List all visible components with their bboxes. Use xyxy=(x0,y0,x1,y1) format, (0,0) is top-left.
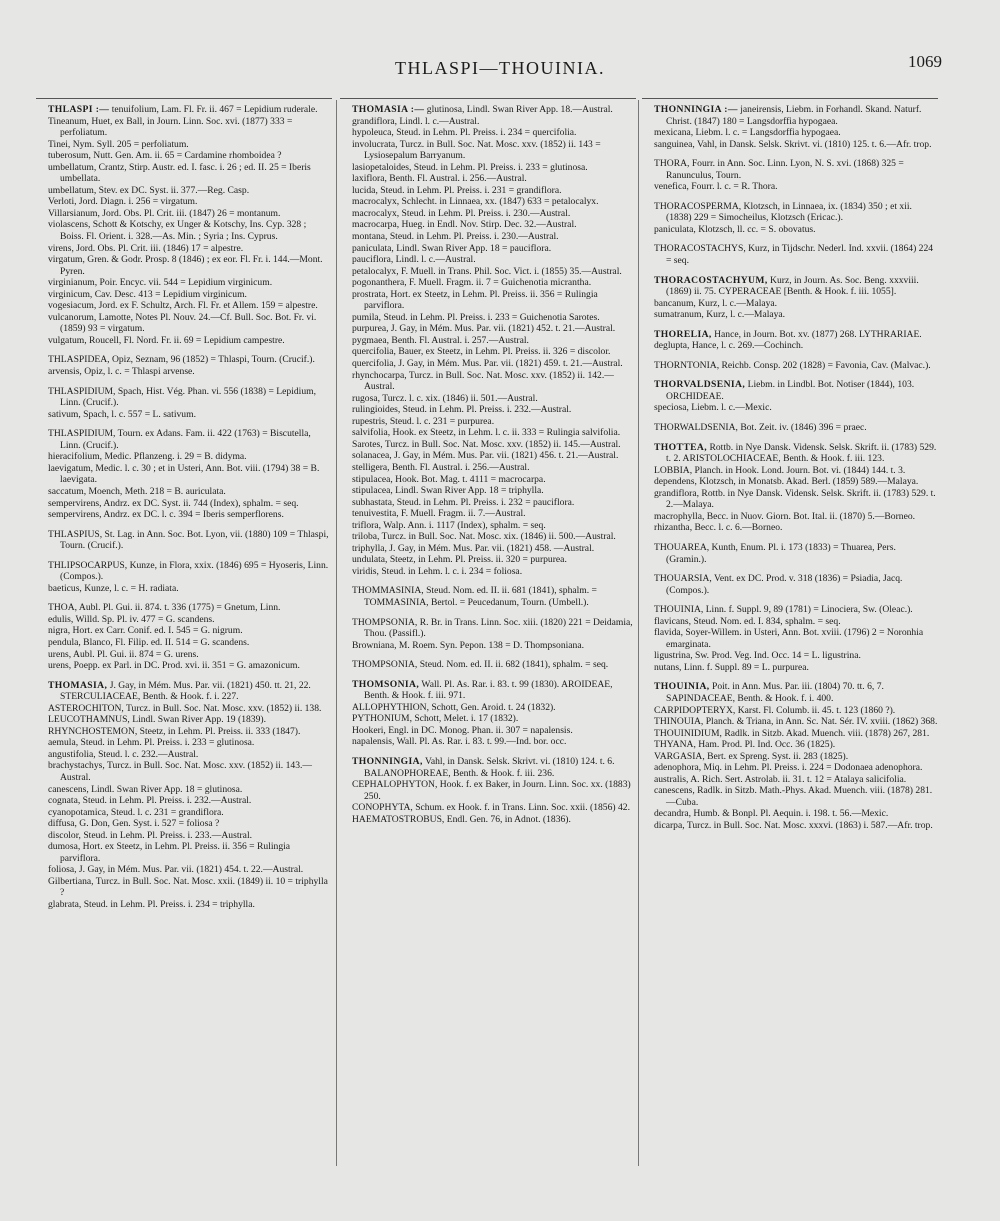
entry-line xyxy=(654,329,938,341)
entry-line: hieracifolium, Medic. Pflanzeng. i. 29 = B. didyma. xyxy=(48,451,247,463)
dictionary-entry xyxy=(340,679,636,748)
entry-line: virgatum, Gren. & Godr. Prosp. 8 (1846) ; ex eor. Fl. Fr. i. 144.—Mont. Pyren. xyxy=(48,254,323,277)
entry-heading: THORVALDSENIA, xyxy=(654,379,746,391)
entry-line: pumila, Steud. in Lehm. Pl. Preiss. i. 233 = Guichenotia Sarotes. xyxy=(352,311,600,323)
entry-line: grandiflora, Rottb. in Nye Dansk. Vidensk. Selsk. Skrift. ii. (1783) 529. t. 2.—Malaya. xyxy=(654,487,936,511)
entry-line: LEUCOTHAMNUS, Lindl. Swan River App. 19 (1839). xyxy=(48,714,266,726)
entry-line: HAEMATOSTROBUS, Endl. Gen. 76, in Adnot. (1836). xyxy=(352,813,571,825)
running-head: THLASPI—THOUINIA. xyxy=(395,58,605,78)
entry-line: pogonanthera, F. Muell. Fragm. ii. 7 = Guichenotia micrantha. xyxy=(352,277,592,289)
entry-text: Rottb. in Nye Dansk. Vidensk. Selsk. Skrift. ii. (1783) 529. t. 2. ARISTOLOCHIACEAE, Benth. & Hook. f. iii. 123. xyxy=(666,441,937,465)
entry-line: napalensis, Wall. Pl. As. Rar. i. 83. t. 99.—Ind. bor. occ. xyxy=(352,736,567,748)
text-column-3 xyxy=(642,104,938,840)
entry-line: vogesiacum, Jord. ex F. Schultz, Arch. Fl. Fr. et Allem. 159 = alpestre. xyxy=(48,300,318,312)
dictionary-entry xyxy=(642,681,938,831)
entry-line: PYTHONIUM, Schott, Melet. i. 17 (1832). xyxy=(352,713,519,725)
entry-line: viridis, Steud. in Lehm. l. c. i. 234 = foliosa. xyxy=(352,565,523,577)
entry-line: undulata, Steetz, in Lehm. Pl. Preiss. ii. 320 = purpurea. xyxy=(352,554,567,566)
dictionary-entry xyxy=(642,542,938,565)
entry-heading: THORACOSTACHYUM, xyxy=(654,274,768,286)
column-divider-2 xyxy=(638,100,639,1166)
entry-line: laevigatum, Medic. l. c. 30 ; et in Usteri, Ann. Bot. viii. (1794) 38 = B. laevigata. xyxy=(48,462,320,486)
entry-line: sativum, Spach, l. c. 557 = L. sativum. xyxy=(48,408,196,420)
entry-line: LOBBIA, Planch. in Hook. Lond. Journ. Bot. vi. (1844) 144. t. 3. xyxy=(654,464,906,476)
entry-line: venefica, Fourr. l. c. = R. Thora. xyxy=(654,181,778,193)
entry-line: speciosa, Liebm. l. c.—Mexic. xyxy=(654,402,772,414)
entry-line: triphylla, J. Gay, in Mém. Mus. Par. vii. (1821) 458. —Austral. xyxy=(352,542,595,554)
entry-line: macrocalyx, Steud. in Lehm. Pl. Preiss. i. 230.—Austral. xyxy=(352,207,571,219)
column-2-top-rule xyxy=(340,98,636,99)
entry-line: THOUINIDIUM, Radlk. in Sitzb. Akad. Muench. viii. (1878) 267, 281. xyxy=(654,727,930,739)
entry-line: sumatranum, Kurz, l. c.—Malaya. xyxy=(654,309,786,321)
entry-text: Kurz, in Journ. As. Soc. Beng. xxxviii. (1869) ii. 75. CYPERACEAE [Benth. & Hook. f. iii. 1055]. xyxy=(666,274,919,298)
entry-line: umbellatum, Stev. ex DC. Syst. ii. 377.—Reg. Casp. xyxy=(48,184,250,196)
entry-line: CEPHALOPHYTON, Hook. f. ex Baker, in Journ. Linn. Soc. xx. (1883) 250. xyxy=(352,779,631,802)
entry-text: J. Gay, in Mém. Mus. Par. vii. (1821) 450. tt. 21, 22. STERCULIACEAE, Benth. & Hook. f. i. 227. xyxy=(60,679,311,703)
entry-line: diffusa, G. Don, Gen. Syst. i. 527 = foliosa ? xyxy=(48,818,220,830)
column-divider-1 xyxy=(336,100,337,1166)
entry-line: THORWALDSENIA, Bot. Zeit. iv. (1846) 396 = praec. xyxy=(654,422,867,434)
entry-line: adenophora, Miq. in Lehm. Pl. Preiss. i. 224 = Dodonaea adenophora. xyxy=(654,762,923,774)
entry-line: ligustrina, Sw. Prod. Veg. Ind. Occ. 14 = L. ligustrina. xyxy=(654,650,861,662)
dictionary-entry xyxy=(36,680,332,911)
entry-line: dependens, Klotzsch, in Monatsb. Akad. Berl. (1859) 589.—Malaya. xyxy=(654,476,919,488)
dictionary-entry xyxy=(36,354,332,377)
entry-line: CONOPHYTA, Schum. ex Hook. f. in Trans. Linn. Soc. xxii. (1856) 42. xyxy=(352,802,630,814)
entry-line: CARPIDOPTERYX, Karst. Fl. Columb. ii. 45. t. 123 (1860 ?). xyxy=(654,704,896,716)
entry-line: lasiopetaloides, Steud. in Lehm. Pl. Preiss. i. 233 = glutinosa. xyxy=(352,161,588,173)
entry-line: THOMPSONIA, R. Br. in Trans. Linn. Soc. xiii. (1820) 221 = Deidamia, Thou. (Passifl.). xyxy=(352,616,633,640)
entry-line: THINOUIA, Planch. & Triana, in Ann. Sc. Nat. Sér. IV. xviii. (1862) 368. xyxy=(654,716,938,728)
entry-line: pygmaea, Benth. Fl. Austral. i. 257.—Austral. xyxy=(352,334,529,346)
entry-line: laxiflora, Benth. Fl. Austral. i. 256.—Austral. xyxy=(352,173,527,185)
dictionary-entry xyxy=(36,104,332,346)
entry-line: hypoleuca, Steud. in Lehm. Pl. Preiss. i. 234 = quercifolia. xyxy=(352,127,577,139)
dictionary-entry xyxy=(642,379,938,414)
entry-line: montana, Steud. in Lehm. Pl. Preiss. i. 230.—Austral. xyxy=(352,231,559,243)
entry-line: macrophylla, Becc. in Nuov. Giorn. Bot. Ital. ii. (1870) 5.—Borneo. xyxy=(654,510,916,522)
entry-line: petalocalyx, F. Muell. in Trans. Phil. Soc. Vict. i. (1855) 35.—Austral. xyxy=(352,265,622,277)
entry-line: ASTEROCHITON, Turcz. in Bull. Soc. Nat. Mosc. xxv. (1852) ii. 138. xyxy=(48,702,322,714)
dictionary-entry xyxy=(36,529,332,552)
entry-line: virginicum, Cav. Desc. 413 = Lepidium virginicum. xyxy=(48,288,247,300)
entry-line: canescens, Radlk. in Sitzb. Math.-Phys. Akad. Muench. viii. (1878) 281.—Cuba. xyxy=(654,785,933,808)
entry-line: rhynchocarpa, Turcz. in Bull. Soc. Nat. Mosc. xxv. (1852) ii. 142.—Austral. xyxy=(352,369,614,393)
entry-line: edulis, Willd. Sp. Pl. iv. 477 = G. scandens. xyxy=(48,613,215,625)
entry-line xyxy=(654,104,938,127)
entry-line: arvensis, Opiz, l. c. = Thlaspi arvense. xyxy=(48,366,195,378)
entry-heading: THOMSONIA, xyxy=(352,678,420,690)
dictionary-entry xyxy=(36,428,332,520)
entry-line: vulgatum, Roucell, Fl. Nord. Fr. ii. 69 = Lepidium campestre. xyxy=(48,334,285,346)
dictionary-entry xyxy=(36,602,332,671)
entry-text: Liebm. in Lindbl. Bot. Notiser (1844), 103. ORCHIDEAE. xyxy=(666,379,915,402)
column-3-top-rule xyxy=(642,98,938,99)
entry-line: purpurea, J. Gay, in Mém. Mus. Par. vii. (1821) 452. t. 21.—Austral. xyxy=(352,323,616,335)
entry-line: macrocalyx, Schlecht. in Linnaea, xx. (1847) 633 = petalocalyx. xyxy=(352,196,599,208)
entry-line: Villarsianum, Jord. Obs. Pl. Crit. iii. (1847) 26 = montanum. xyxy=(48,207,281,219)
entry-line: THORA, Fourr. in Ann. Soc. Linn. Lyon, N. S. xvi. (1868) 325 = Ranunculus, Tourn. xyxy=(654,158,904,181)
entry-line: triflora, Walp. Ann. i. 1117 (Index), sphalm. = seq. xyxy=(352,519,546,531)
entry-line: THORACOSPERMA, Klotzsch, in Linnaea, ix. (1834) 350 ; et xii. (1838) 229 = Simocheilus, Klotzsch (Ericac.). xyxy=(654,200,912,224)
entry-line: nigra, Hort. ex Carr. Conif. ed. I. 545 = G. nigrum. xyxy=(48,625,243,637)
entry-text: Vahl, in Dansk. Selsk. Skrivt. vi. (1810) 124. t. 6. BALANOPHOREAE, Benth. & Hook. f. iii. 236. xyxy=(364,755,615,779)
entry-line: Browniana, M. Roem. Syn. Pepon. 138 = D. Thompsoniana. xyxy=(352,639,585,651)
entry-line: flavida, Soyer-Willem. in Usteri, Ann. Bot. xviii. (1796) 2 = Noronhia emarginata. xyxy=(654,627,924,650)
dictionary-entry xyxy=(36,386,332,421)
entry-line: THOA, Aubl. Pl. Gui. ii. 874. t. 336 (1775) = Gnetum, Linn. xyxy=(48,602,281,614)
entry-line xyxy=(352,756,636,779)
entry-line: rugosa, Turcz. l. c. xix. (1846) ii. 501.—Austral. xyxy=(352,392,538,404)
entry-line: VARGASIA, Bert. ex Spreng. Syst. ii. 283 (1825). xyxy=(654,750,849,762)
entry-text: Poit. in Ann. Mus. Par. iii. (1804) 70. tt. 6, 7. SAPINDACEAE, Benth. & Hook. f. i. 400. xyxy=(666,681,884,704)
entry-line: THLIPSOCARPUS, Kunze, in Flora, xxix. (1846) 695 = Hyoseris, Linn. (Compos.). xyxy=(48,559,329,583)
entry-line xyxy=(654,379,938,402)
entry-line: Verloti, Jord. Diagn. i. 256 = virgatum. xyxy=(48,196,198,208)
entry-line: glabrata, Steud. in Lehm. Pl. Preiss. i. 234 = triphylla. xyxy=(48,899,255,910)
dictionary-entry xyxy=(642,201,938,236)
entry-line: rhizantha, Becc. l. c. 6.—Borneo. xyxy=(654,522,783,534)
entry-line: subhastata, Steud. in Lehm. Pl. Preiss. i. 232 = pauciflora. xyxy=(352,496,575,508)
dictionary-entry xyxy=(642,442,938,534)
entry-line: dicarpa, Turcz. in Bull. Soc. Nat. Mosc. xxxvi. (1863) i. 587.—Afr. trop. xyxy=(654,819,933,831)
entry-line: THORNTONIA, Reichb. Consp. 202 (1828) = Favonia, Cav. (Malvac.). xyxy=(654,359,931,371)
text-column-1 xyxy=(36,104,332,919)
entry-line: flavicans, Steud. Nom. ed. I. 834, sphalm. = seq. xyxy=(654,615,841,627)
entry-line: Sarotes, Turcz. in Bull. Soc. Nat. Mosc. xxv. (1852) ii. 145.—Austral. xyxy=(352,438,621,450)
entry-line: angustifolia, Steud. l. c. 232.—Austral. xyxy=(48,748,199,760)
dictionary-entry xyxy=(340,585,636,608)
entry-line xyxy=(352,679,636,702)
entry-line: Gilbertiana, Turcz. in Bull. Soc. Nat. Mosc. xxii. (1849) ii. 10 = triphylla ? xyxy=(48,875,328,899)
entry-line: sanguinea, Vahl, in Dansk. Selsk. Skrivt. vi. (1810) 125. t. 6.—Afr. trop. xyxy=(654,138,932,150)
entry-line: bancanum, Kurz, l. c.—Malaya. xyxy=(654,297,778,309)
entry-line xyxy=(48,680,332,703)
entry-line: Tineanum, Huet, ex Ball, in Journ. Linn. Soc. xvi. (1877) 333 = perfoliatum. xyxy=(48,115,293,139)
entry-line xyxy=(48,104,332,116)
entry-line: cognata, Steud. in Lehm. Pl. Preiss. i. 232.—Austral. xyxy=(48,795,252,807)
entry-line xyxy=(654,681,938,704)
entry-line: salvifolia, Hook. ex Steetz, in Lehm. l. c. ii. 333 = Rulingia salvifolia. xyxy=(352,427,621,439)
page-number: 1069 xyxy=(908,52,942,71)
entry-line: THOUARSIA, Vent. ex DC. Prod. v. 318 (1836) = Psiadia, Jacq. (Compos.). xyxy=(654,573,903,596)
entry-line: rupestris, Steud. l. c. 231 = purpurea. xyxy=(352,415,495,427)
entry-line: pauciflora, Lindl. l. c.—Austral. xyxy=(352,254,476,266)
entry-line: virginianum, Poir. Encyc. vii. 544 = Lepidium virginicum. xyxy=(48,277,273,289)
dictionary-entry xyxy=(642,158,938,193)
entry-line: paniculata, Klotzsch, ll. cc. = S. obovatus. xyxy=(654,223,816,235)
entry-line: tuberosum, Nutt. Gen. Am. ii. 65 = Cardamine rhomboidea ? xyxy=(48,150,282,162)
entry-heading: THLASPI :— xyxy=(48,104,110,115)
entry-text: Hance, in Journ. Bot. xv. (1877) 268. LYTHRARIAE. xyxy=(714,328,922,340)
entry-line: THOMMASINIA, Steud. Nom. ed. II. ii. 681 (1841), sphalm. = TOMMASINIA, Bertol. = Peucedanum, Tourn. (Umbell.). xyxy=(352,585,597,608)
dictionary-entry xyxy=(642,275,938,321)
entry-line: THOUAREA, Kunth, Enum. Pl. i. 173 (1833) = Thuarea, Pers. (Gramin.). xyxy=(654,541,896,565)
entry-line: quercifolia, Bauer, ex Steetz, in Lehm. Pl. Preiss. ii. 326 = discolor. xyxy=(352,346,611,358)
dictionary-entry xyxy=(340,104,636,577)
entry-line: quercifolia, J. Gay, in Mém. Mus. Par. vii. (1821) 459. t. 21.—Austral. xyxy=(352,358,623,370)
entry-line: sempervirens, Andrz. ex DC. l. c. 394 = Iberis semperflorens. xyxy=(48,509,284,521)
entry-heading: THOUINIA, xyxy=(654,681,710,693)
entry-line: vulcanorum, Lamotte, Notes Pl. Nouv. 24.—Cf. Bull. Soc. Bot. Fr. vi. (1859) 93 = virgatum. xyxy=(48,311,317,335)
entry-line: canescens, Lindl. Swan River App. 18 = glutinosa. xyxy=(48,783,243,795)
dictionary-entry xyxy=(642,422,938,434)
dictionary-entry xyxy=(340,617,636,652)
entry-line: urens, Poepp. ex Parl. in DC. Prod. xvi. ii. 351 = G. amazonicum. xyxy=(48,660,300,672)
entry-line: urens, Aubl. Pl. Gui. ii. 874 = G. urens. xyxy=(48,648,199,660)
entry-line: stelligera, Benth. Fl. Austral. i. 256.—Austral. xyxy=(352,461,530,473)
entry-line: stipulacea, Lindl. Swan River App. 18 = triphylla. xyxy=(352,485,544,497)
entry-line: ALLOPHYTHION, Schott, Gen. Aroid. t. 24 (1832). xyxy=(352,701,556,713)
entry-line: baeticus, Kunze, l. c. = H. radiata. xyxy=(48,582,179,594)
entry-text: glutinosa, Lindl. Swan River App. 18.—Austral. xyxy=(426,104,613,115)
entry-line: THLASPIDIUM, Spach, Hist. Vég. Phan. vi. 556 (1838) = Lepidium, Linn. (Crucif.). xyxy=(48,385,316,409)
entry-text: janeirensis, Liebm. in Forhandl. Skand. Naturf. Christ. (1847) 180 = Langsdorffia hypogaea. xyxy=(666,104,922,127)
entry-heading: THONNINGIA, xyxy=(352,755,423,767)
entry-line: triloba, Turcz. in Bull. Soc. Nat. Mosc. xix. (1846) ii. 500.—Austral. xyxy=(352,531,616,543)
entry-line: violascens, Schott & Kotschy, ex Unger & Kotschy, Ins. Cyp. 328 ; Boiss. Fl. Orient. i. 328.—As. Min. ; Syria ; Ins. Cyprus. xyxy=(48,219,307,243)
entry-line: nutans, Linn. f. Suppl. 89 = L. purpurea. xyxy=(654,661,809,673)
entry-line: THOMPSONIA, Steud. Nom. ed. II. ii. 682 (1841), sphalm. = seq. xyxy=(352,659,609,671)
entry-line: aemula, Steud. in Lehm. Pl. Preiss. i. 233 = glutinosa. xyxy=(48,737,255,749)
entry-line: discolor, Steud. in Lehm. Pl. Preiss. i. 233.—Austral. xyxy=(48,829,253,841)
dictionary-entry xyxy=(642,604,938,673)
entry-heading: THOMASIA, xyxy=(48,679,108,691)
dictionary-entry xyxy=(340,659,636,671)
entry-line: mexicana, Liebm. l. c. = Langsdorffia hypogaea. xyxy=(654,127,841,139)
entry-line: australis, A. Rich. Sert. Astrolab. ii. 31. t. 12 = Atalaya salicifolia. xyxy=(654,773,907,785)
entry-line: lucida, Steud. in Lehm. Pl. Preiss. i. 231 = grandiflora. xyxy=(352,184,562,196)
entry-heading: THOMASIA :— xyxy=(352,104,425,115)
entry-line: RHYNCHOSTEMON, Steetz, in Lehm. Pl. Preiss. ii. 333 (1847). xyxy=(48,725,301,737)
dictionary-entry xyxy=(36,560,332,595)
entry-line: cyanopotamica, Steud. l. c. 231 = grandiflora. xyxy=(48,806,224,818)
entry-line: deglupta, Hance, l. c. 269.—Cochinch. xyxy=(654,340,804,352)
entry-line: prostrata, Hort. ex Steetz, in Lehm. Pl. Preiss. ii. 356 = Rulingia parviflora. xyxy=(352,288,598,312)
entry-line: sempervirens, Andrz. ex DC. Syst. ii. 744 (Index), sphalm. = seq. xyxy=(48,497,299,509)
entry-line: brachystachys, Turcz. in Bull. Soc. Nat. Mosc. xxv. (1852) ii. 143.—Austral. xyxy=(48,760,312,783)
text-column-2 xyxy=(340,104,636,833)
entry-line: rulingioides, Steud. in Lehm. Pl. Preiss. i. 232.—Austral. xyxy=(352,404,572,416)
entry-text: Wall. Pl. As. Rar. i. 83. t. 99 (1830). AROIDEAE, Benth. & Hook. f. iii. 971. xyxy=(364,678,613,702)
entry-line: pendula, Blanco, Fl. Filip. ed. II. 514 = G. scandens. xyxy=(48,636,250,648)
entry-line: THLASPIUS, St. Lag. in Ann. Soc. Bot. Lyon, vii. (1880) 109 = Thlaspi, Tourn. (Crucif.). xyxy=(48,528,329,552)
dictionary-entry xyxy=(642,329,938,352)
dictionary-entry xyxy=(642,360,938,372)
entry-line xyxy=(654,442,938,465)
entry-line: umbellatum, Crantz, Stirp. Austr. ed. I. fasc. i. 26 ; ed. II. 25 = Iberis umbellata. xyxy=(48,161,311,185)
dictionary-entry xyxy=(642,243,938,266)
entry-line: macrocarpa, Hueg. in Endl. Nov. Stirp. Dec. 32.—Austral. xyxy=(352,219,577,231)
entry-line: stipulacea, Hook. Bot. Mag. t. 4111 = macrocarpa. xyxy=(352,473,546,485)
entry-heading: THONNINGIA :— xyxy=(654,104,738,115)
entry-heading: THORELIA, xyxy=(654,328,712,340)
entry-line xyxy=(654,275,938,298)
entry-line: THLASPIDEA, Opiz, Seznam, 96 (1852) = Thlaspi, Tourn. (Crucif.). xyxy=(48,354,315,366)
entry-line: saccatum, Moench, Meth. 218 = B. auriculata. xyxy=(48,485,226,497)
entry-line: involucrata, Turcz. in Bull. Soc. Nat. Mosc. xxv. (1852) ii. 143 = Lysiosepalum Barryanum. xyxy=(352,138,601,162)
entry-line: THYANA, Ham. Prod. Pl. Ind. Occ. 36 (1825). xyxy=(654,739,836,751)
entry-line: Hookeri, Engl. in DC. Monog. Phan. ii. 307 = napalensis. xyxy=(352,724,573,736)
entry-line: paniculata, Lindl. Swan River App. 18 = pauciflora. xyxy=(352,242,552,254)
entry-line: decandra, Humb. & Bonpl. Pl. Aequin. i. 198. t. 56.—Mexic. xyxy=(654,808,889,820)
entry-line: virens, Jord. Obs. Pl. Crit. iii. (1846) 17 = alpestre. xyxy=(48,242,244,254)
entry-line: foliosa, J. Gay, in Mém. Mus. Par. vii. (1821) 454. t. 22.—Austral. xyxy=(48,864,304,876)
dictionary-entry xyxy=(642,573,938,596)
entry-line: solanacea, J. Gay, in Mém. Mus. Par. vii. (1821) 456. t. 21.—Austral. xyxy=(352,450,619,462)
entry-line: grandiflora, Lindl. l. c.—Austral. xyxy=(352,115,480,127)
entry-line: dumosa, Hort. ex Steetz, in Lehm. Pl. Preiss. ii. 356 = Rulingia parviflora. xyxy=(48,841,291,864)
entry-text: tenuifolium, Lam. Fl. Fr. ii. 467 = Lepidium ruderale. xyxy=(111,104,318,115)
column-1-top-rule xyxy=(36,98,332,99)
entry-line: Tinei, Nym. Syll. 205 = perfoliatum. xyxy=(48,138,189,150)
entry-line xyxy=(352,104,636,116)
dictionary-entry xyxy=(642,104,938,150)
entry-line: THORACOSTACHYS, Kurz, in Tijdschr. Nederl. Ind. xxvii. (1864) 224 = seq. xyxy=(654,243,934,267)
entry-line: THOUINIA, Linn. f. Suppl. 9, 89 (1781) = Linociera, Sw. (Oleac.). xyxy=(654,604,913,616)
entry-line: tenuivestita, F. Muell. Fragm. ii. 7.—Austral. xyxy=(352,508,526,520)
entry-heading: THOTTEA, xyxy=(654,441,708,453)
dictionary-entry xyxy=(340,756,636,825)
entry-line: THLASPIDIUM, Tourn. ex Adans. Fam. ii. 422 (1763) = Biscutella, Linn. (Crucif.). xyxy=(48,428,311,451)
